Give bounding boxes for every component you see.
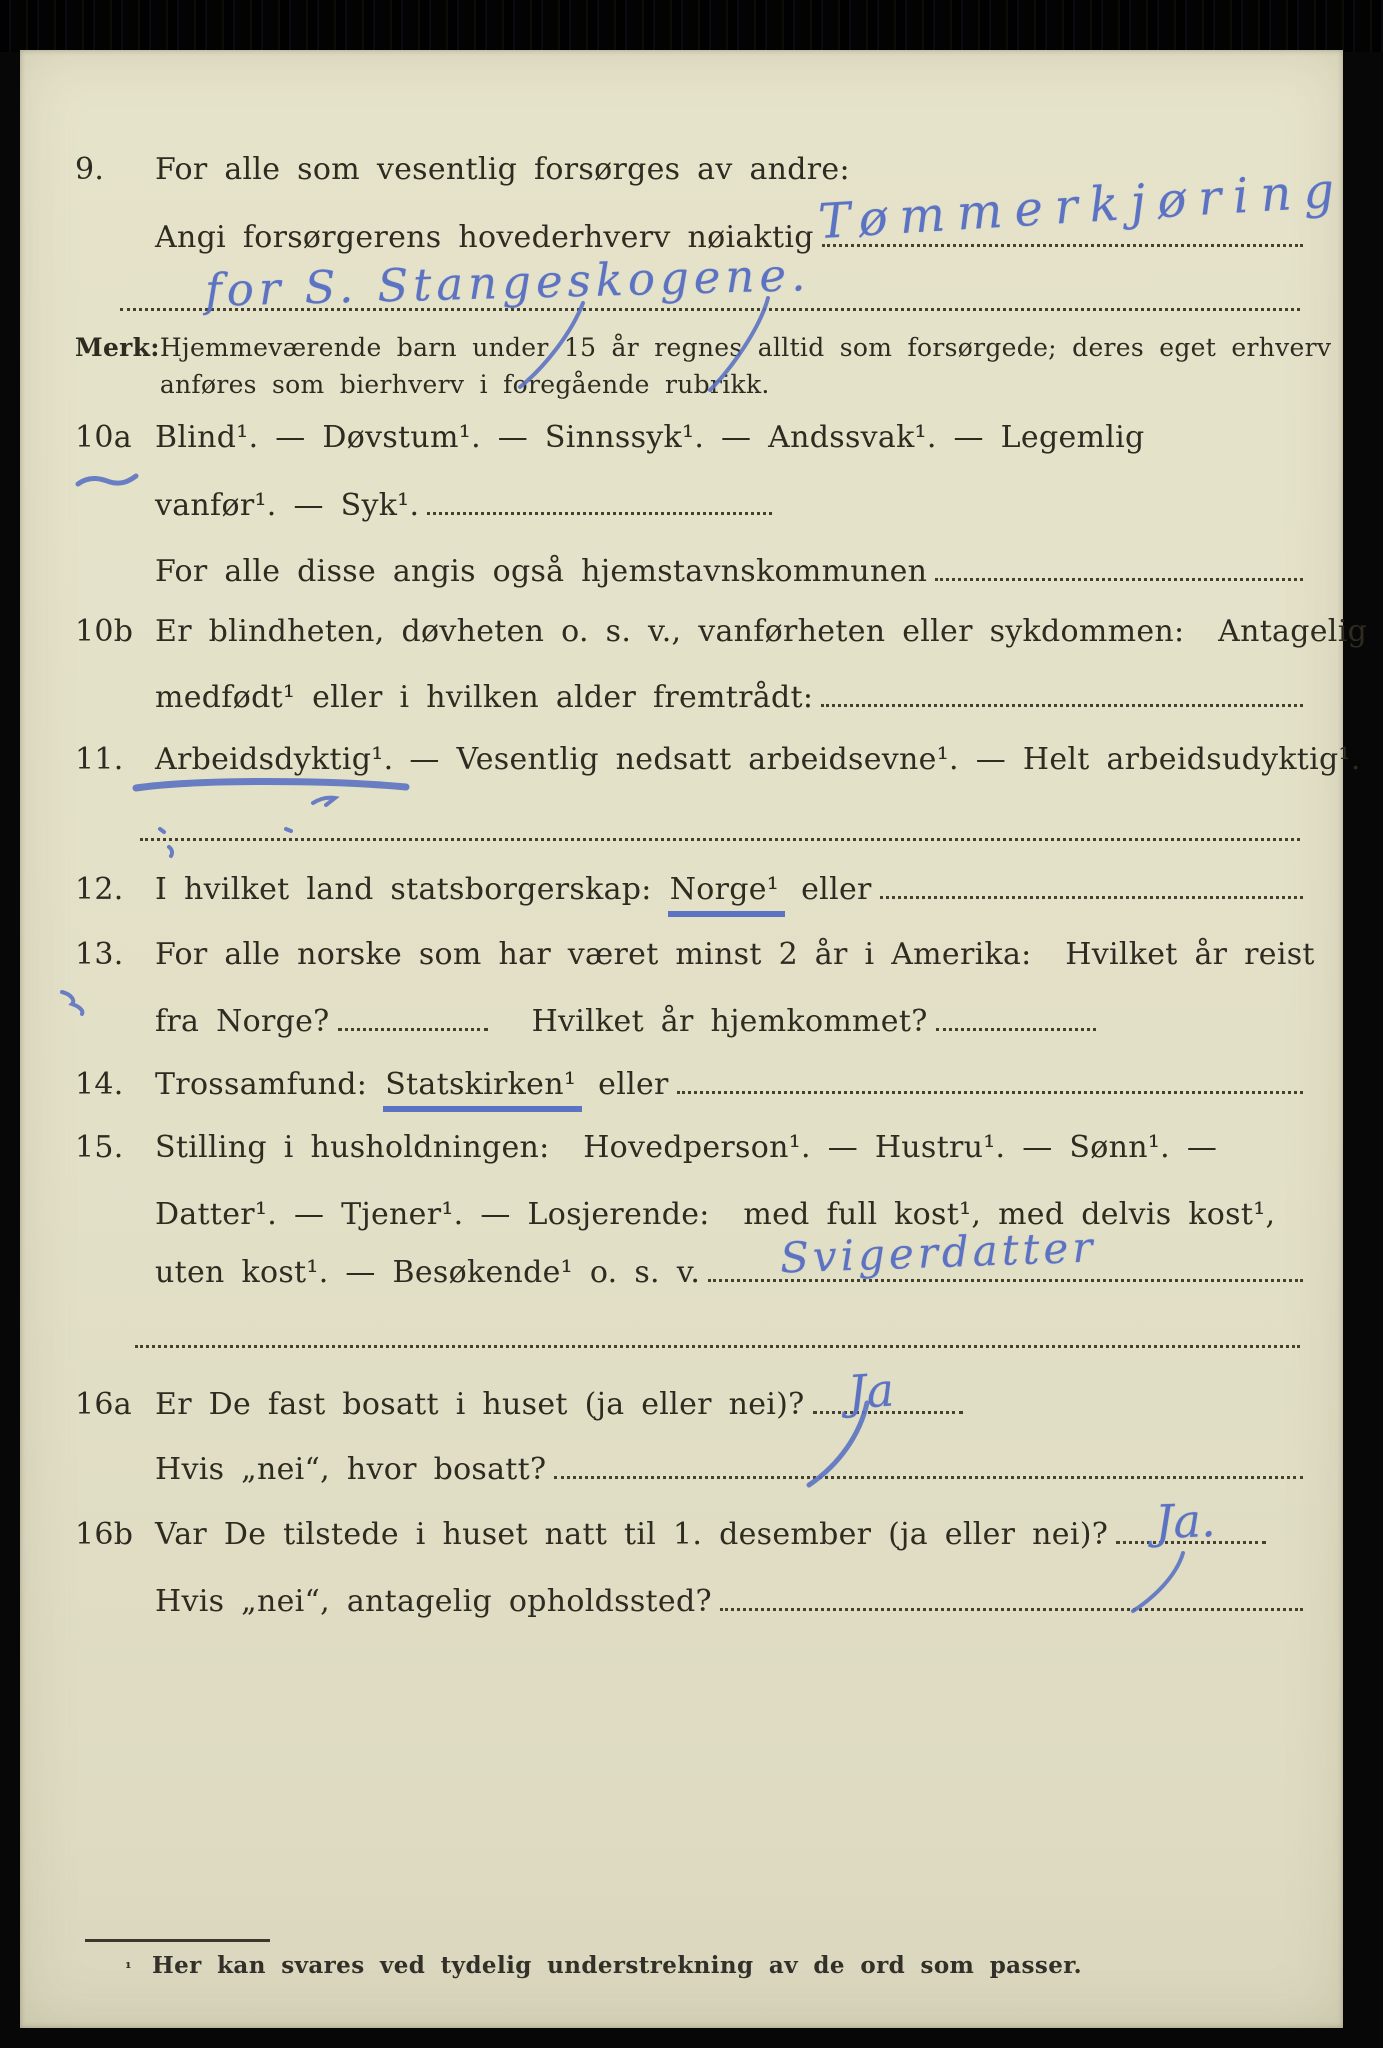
footnote-marker: ¹ [125, 1959, 132, 1977]
question-9-text: For alle som vesentlig forsørges av andre: [155, 152, 850, 187]
question-16b-followup: Hvis „nei“, antagelig opholdssted? [155, 1584, 712, 1619]
question-16b-line1 [75, 1515, 1303, 1555]
question-10a-text: Blind¹. — Døvstum¹. — Sinnssyk¹. — Andssvak¹. — Legemlig [155, 420, 1145, 455]
question-13-line1 [75, 935, 1315, 975]
question-15-text: Stilling i husholdningen: Hovedperson¹. — Hustru¹. — Sønn¹. — [155, 1130, 1218, 1165]
handwritten-occupation-continued: for S. Stangeskogene. [204, 248, 811, 317]
answer-dotted-line [935, 574, 1303, 581]
question-12-line [75, 870, 1303, 917]
question-11-text: — Vesentlig nedsatt arbeidsevne¹. — Helt arbeidsudyktig¹. [409, 742, 1361, 777]
handwritten-answer-ja-16b: Ja. [1154, 1492, 1217, 1550]
question-10b-text-continued: medfødt¹ eller i hvilken alder fremtrådt: [155, 680, 814, 715]
question-9-number: 9. [75, 152, 105, 187]
question-13-number: 13. [75, 937, 124, 972]
question-15-text-continued2: uten kost¹. — Besøkende¹ o. s. v. [155, 1255, 701, 1290]
merk-note [75, 328, 1332, 403]
question-10a-line2 [75, 486, 1303, 526]
answer-dotted-line [821, 700, 1303, 707]
question-10b-text: Er blindheten, døvheten o. s. v., vanførheten eller sykdommen: Antagelig [155, 614, 1368, 649]
question-11-number: 11. [75, 742, 124, 777]
answer-dotted-line [720, 1604, 1303, 1611]
question-9-prompt: Angi forsørgerens hovederhverv nøiaktig [155, 220, 814, 255]
question-13-part1: fra Norge? [155, 1004, 330, 1039]
question-13-part2: Hvilket år hjemkommet? [531, 1004, 928, 1039]
question-12-suffix: eller [801, 872, 872, 907]
answer-dotted-line [677, 1087, 1303, 1094]
underlined-answer-norge: Norge¹ [668, 870, 785, 917]
question-13-line2 [75, 1002, 1303, 1042]
question-16b-number: 16b [75, 1517, 134, 1552]
handwritten-occupation: Tømmerkjøring [816, 161, 1348, 251]
question-13-text: For alle norske som har været minst 2 år i Amerika: Hvilket år reist [155, 937, 1315, 972]
ink-check-mark [78, 476, 136, 484]
handwritten-answer-ja-16a: Ja [846, 1362, 896, 1420]
question-14-suffix: eller [598, 1067, 669, 1102]
question-10b-number: 10b [75, 614, 134, 649]
question-10a-text-continued: vanfør¹. — Syk¹. [155, 488, 420, 523]
question-16b-line2 [75, 1582, 1303, 1622]
merk-label: Merk: [75, 333, 160, 362]
question-15-line1 [75, 1128, 1303, 1168]
answer-dotted-line [427, 508, 772, 515]
footnote-text: Her kan svares ved tydelig understrekning av de ord som passer. [151, 1952, 1083, 1979]
question-16a-line1 [75, 1385, 1303, 1425]
question-15-line2 [75, 1195, 1303, 1235]
question-15-text-continued: Datter¹. — Tjener¹. — Losjerende: med full kost¹, med delvis kost¹, [155, 1197, 1276, 1232]
answer-dotted-line [140, 838, 1300, 841]
footnote [125, 1946, 1353, 1988]
underlined-answer-statskirken: Statskirken¹ [383, 1065, 582, 1112]
question-16a-text: Er De fast bosatt i huset (ja eller nei)? [155, 1387, 805, 1422]
footnote-rule [85, 1939, 270, 1942]
question-16b-text: Var De tilstede i huset natt til 1. desember (ja eller nei)? [155, 1517, 1109, 1552]
question-15-line3 [75, 1253, 1303, 1293]
question-10b-line1 [75, 612, 1368, 652]
question-16a-number: 16a [75, 1387, 132, 1422]
question-10-all-line [75, 552, 1303, 592]
question-14-text: Trossamfund: [155, 1067, 368, 1102]
merk-text: Hjemmeværende barn under 15 år regnes alltid som forsørgede; deres eget erhverv anføres som bierhverv i foregående rubrikk. [159, 333, 1332, 399]
answer-dotted-line [554, 1472, 1303, 1479]
scanner-edge-streaks [0, 0, 1383, 52]
question-12-number: 12. [75, 872, 124, 907]
question-14-number: 14. [75, 1067, 124, 1102]
ink-underline-arbeidsdyktig [136, 782, 406, 789]
question-16a-followup: Hvis „nei“, hvor bosatt? [155, 1452, 547, 1487]
question-11-line [75, 740, 1361, 780]
answer-dotted-line [135, 1345, 1300, 1348]
answer-dotted-line [338, 1024, 488, 1031]
question-12-text: I hvilket land statsborgerskap: [155, 872, 652, 907]
underlined-answer-arbeidsdyktig: Arbeidsdyktig¹. [155, 742, 394, 777]
question-15-number: 15. [75, 1130, 124, 1165]
question-16a-line2 [75, 1450, 1303, 1490]
ink-specks [160, 829, 291, 856]
question-10-all-text: For alle disse angis også hjemstavnskommunen [155, 554, 928, 589]
question-10b-line2 [75, 678, 1303, 718]
answer-dotted-line [880, 892, 1303, 899]
question-10a-line1 [75, 418, 1303, 458]
answer-dotted-line [936, 1024, 1096, 1031]
ink-dart-mark [313, 798, 335, 805]
question-14-line [75, 1065, 1303, 1112]
handwritten-household-position: Svigerdatter [779, 1222, 1098, 1283]
census-form-paper [20, 50, 1368, 2028]
question-10a-number: 10a [75, 420, 132, 455]
